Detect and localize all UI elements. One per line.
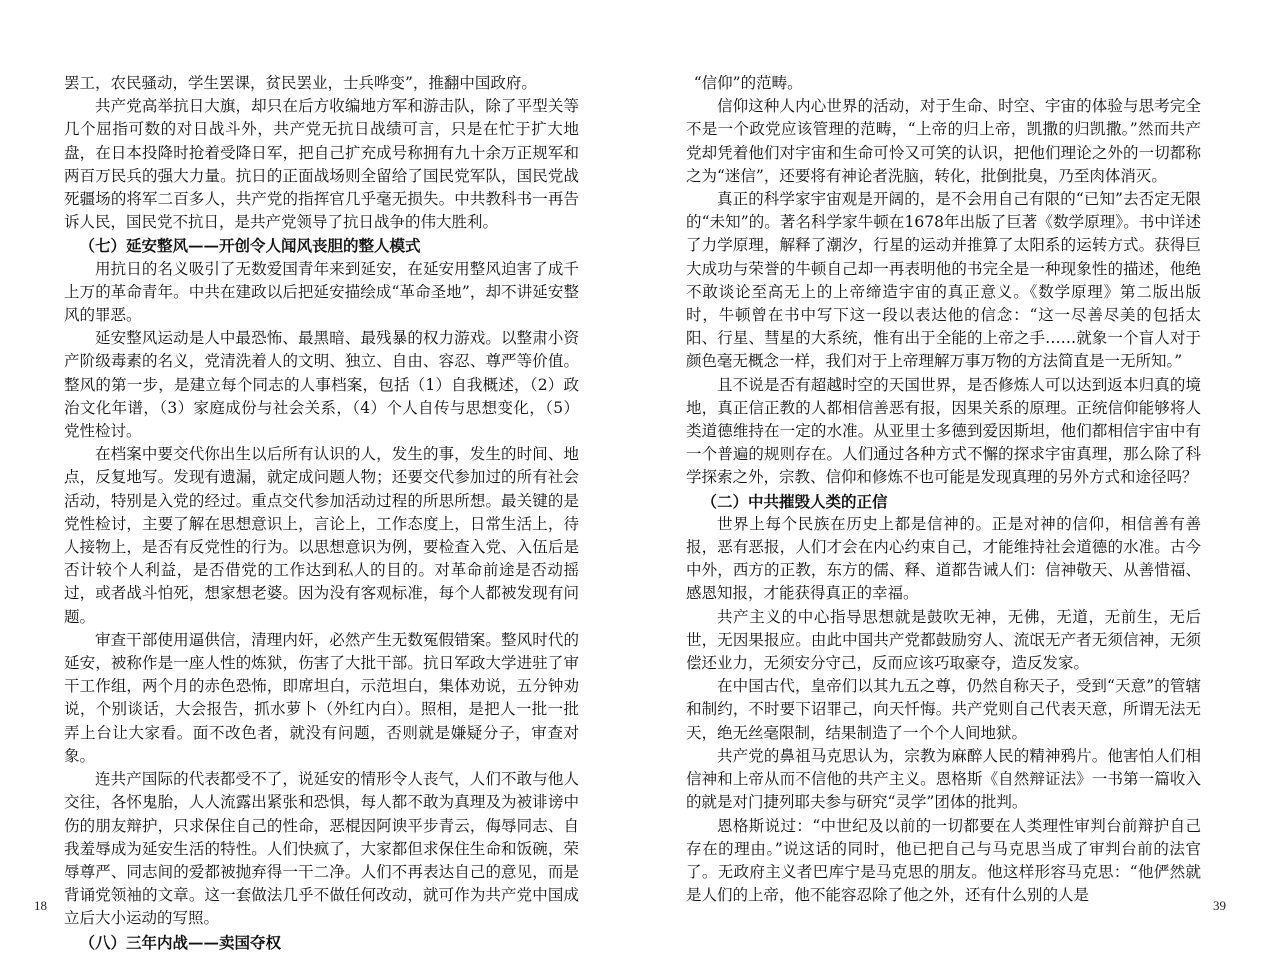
right-paragraph-3: 真正的科学家宇宙观是开阔的，是不会用自己有限的“已知”去否定无限的“未知”的。著名科学家牛顿在1678年出版了巨著《数学原理》。书中详述了力学原理，解释了潮汐，行星的运动并推算了太阳系的运转方式。获得巨大成功与荣誉的牛顿自己却一再表明他的书完全是一种现象性的描述，他绝不敢谈论至高无上的上帝缔造宇宙的真正意义。《数学原理》第二版出版时，牛顿曾在书中写下这一段以表达他的信念：“这一尽善尽美的包括太阳、行星、彗星的大系统，惟有出于全能的上帝之手……就象一个盲人对于颜色毫无概念一样，我们对于上帝理解万事万物的方法简直是一无所知。” bbox=[686, 190, 1201, 371]
left-paragraph-1: 罢工，农民骚动，学生罢课，贫民罢业，士兵哗变”，推翻中国政府。 bbox=[64, 74, 537, 92]
left-section-heading-8: （八）三年内战——卖国夺权 bbox=[79, 932, 282, 952]
left-paragraph-7: 连共产国际的代表都受不了，说延安的情形令人丧气，人们不敢与他人交往，各怀鬼胎，人人流露出紧张和恐惧，每人都不敢为真理及为被诽谤中伤的朋友辩护，只求保住自己的性命，恶棍因阿谀平步青云，侮辱同志、自我羞辱成为延安生活的特性。人们快疯了，大家都但求保住生命和饭碗，荣辱尊严、同志间的爱都被抛弃得一干二净。人们不再表达自己的意见，而是背诵党领袖的文章。这一套做法几乎不做任何改动，就可作为共产党中国成立后大小运动的写照。 bbox=[64, 770, 579, 928]
left-paragraph-6: 审查干部使用逼供信，清理内奸，必然产生无数冤假错案。整风时代的延安，被称作是一座人性的炼狱，伤害了大批干部。抗日军政大学进驻了审干工作组，两个月的赤色恐怖，即席坦白，示范坦白，集体劝说，五分钟劝说，个别谈话，大会报告，抓水萝卜（外红内白）。照相，是把人一批一批弄上台让大家看。面不改色者，就没有问题，否则就是嫌疑分子，审查对象。 bbox=[64, 630, 579, 765]
right-paragraph-1: “信仰”的范畴。 bbox=[693, 74, 803, 92]
right-paragraph-7: 在中国古代，皇帝们以其九五之尊，仍然自称天子，受到“天意”的管辖和制约，不时要下诏罪己，向天忏悔。共产党则自己代表天意，所谓无法无天，绝无丝毫限制，结果制造了一个个人间地狱。 bbox=[686, 677, 1201, 742]
left-paragraph-4: 延安整风运动是人中最恐怖、最黑暗、最残暴的权力游戏。以整肃小资产阶级毒素的名义，党清洗着人的文明、独立、自由、容忍、尊严等价值。整风的第一步，是建立每个同志的人事档案，包括（1）自我概述，（2）政治文化年谱，（3）家庭成份与社会关系，（4）个人自传与思想变化，（5）党性检讨。 bbox=[64, 329, 579, 441]
left-page bbox=[64, 72, 579, 954]
left-section-heading-7: （七）延安整风——开创令人闻风丧胆的整人模式 bbox=[79, 236, 421, 256]
right-paragraph-4: 且不说是否有超越时空的天国世界，是否修炼人可以达到返本归真的境地，真正信正教的人都相信善恶有报，因果关系的原理。正统信仰能够将人类道德维持在一定的水准。从亚里士多德到爱因斯坦，他们都相信宇宙中有一个普遍的规则存在。人们通过各种方式不懈的探求宇宙真理，那么除了科学探索之外，宗教、信仰和修炼不也可能是发现真理的另外方式和途径吗？ bbox=[686, 375, 1201, 487]
right-paragraph-6: 共产主义的中心指导思想就是鼓吹无神，无佛，无道，无前生，无后世，无因果报应。由此中国共产党都鼓励穷人、流氓无产者无须信神，无须偿还业力，无须安分守己，反而应该巧取豪夺，造反发家。 bbox=[686, 607, 1201, 673]
left-paragraph-5: 在档案中要交代你出生以后所有认识的人，发生的事，发生的时间、地点，反复地写。发现有遗漏，就定成问题人物；还要交代参加过的所有社会活动，特别是入党的经过。重点交代参加活动过程的所思所想。最关键的是党性检讨，主要了解在思想意识上，言论上，工作态度上，日常生活上，待人接物上，是否有反党性的行为。以思想意识为例，要检查入党、入伍后是否计较个人利益，是否借党的工作达到私人的目的。对革命前途是否动摇过，或者战斗怕死，想家想老婆。因为没有客观标准，每个人都被发现有问题。 bbox=[64, 445, 579, 626]
left-page-number: 18 bbox=[34, 898, 47, 913]
left-paragraph-3: 用抗日的名义吸引了无数爱国青年来到延安，在延安用整风迫害了成千上万的革命青年。中共在建政以后把延安描绘成“革命圣地”，却不讲延安整风的罪恶。 bbox=[64, 259, 579, 325]
right-page-number: 39 bbox=[1213, 898, 1226, 913]
right-paragraph-9: 恩格斯说过：“中世纪及以前的一切都要在人类理性审判台前辩护自己存在的理由。”说这话的同时，他已把自己与马克思当成了审判台前的法官了。无政府主义者巴库宁是马克思的朋友。他这样形容马克思：“他俨然就是人们的上帝，他不能容忍除了他之外，还有什么别的人是 bbox=[686, 816, 1201, 905]
left-paragraph-2: 共产党高举抗日大旗，却只在后方收编地方军和游击队，除了平型关等几个屈指可数的对日战斗外，共产党无抗日战绩可言，只是在忙于扩大地盘，在日本投降时抢着受降日军，把自己扩充成号称拥有九十余万正规军和两百万民兵的强大力量。抗日的正面战场则全留给了国民党军队，国民党战死疆场的将军二百多人，共产党的指挥官几乎毫无损失。中共教科书一再告诉人民，国民党不抗日，是共产党领导了抗日战争的伟大胜利。 bbox=[64, 97, 579, 232]
right-section-heading-2: （二）中共摧毁人类的正信 bbox=[701, 491, 888, 511]
right-paragraph-2: 信仰这种人内心世界的活动，对于生命、时空、宇宙的体验与思考完全不是一个政党应该管理的范畴，“上帝的归上帝，凯撒的归凯撒。”然而共产党却凭着他们对宇宙和生命可怜又可笑的认识，把他们理论之外的一切都称之为“迷信”，还要将有神论者洗脑，转化，批倒批臭，乃至肉体消灭。 bbox=[686, 97, 1201, 185]
right-page bbox=[686, 72, 1201, 907]
right-paragraph-5: 世界上每个民族在历史上都是信神的。正是对神的信仰，相信善有善报，恶有恶报，人们才会在内心约束自己，才能维持社会道德的水准。古今中外，西方的正教，东方的儒、释、道都告诫人们：信神敬天、从善惜福、感恩知报，才能获得真正的幸福。 bbox=[686, 514, 1201, 603]
right-paragraph-8: 共产党的鼻祖马克思认为，宗教为麻醉人民的精神鸦片。他害怕人们相信神和上帝从而不信他的共产主义。恩格斯《自然辩证法》一书第一篇收入的就是对门捷列耶夫参与研究“灵学”团体的批判。 bbox=[686, 746, 1201, 812]
